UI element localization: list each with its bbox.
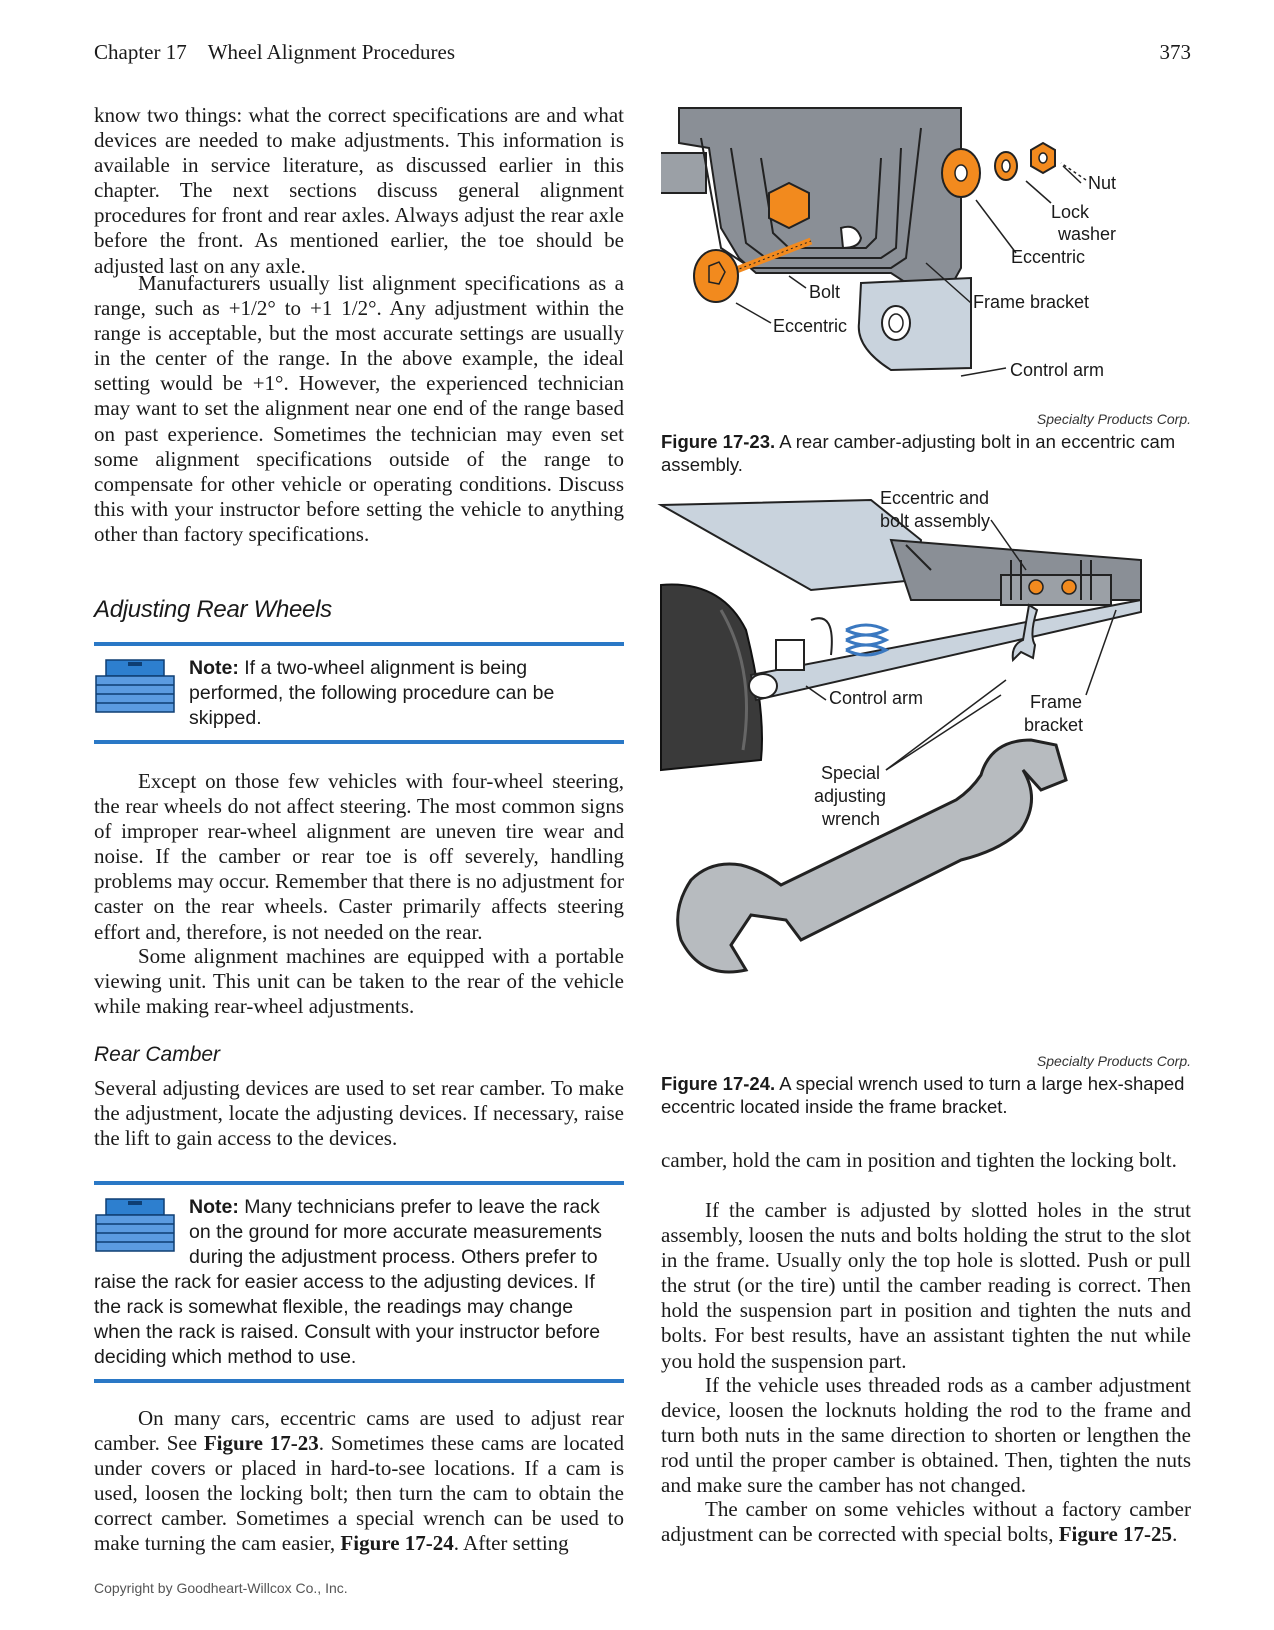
figure-reference: Figure 17-23: [203, 1431, 319, 1456]
figure-17-24-illustration: [661, 488, 1191, 1040]
page-number: 373: [1159, 40, 1191, 64]
paragraph: Except on those few vehicles with four-wheel steering, the rear wheels do not affect steering. The most common signs of improper rear-wheel alignment are uneven tire wear and noise. If the camber or rear toe is off severely, handling problems may occur. Remember that there is no adjustment for caster on the rear wheels. Caster primarily affects steering effort and, therefore, is not needed on the rear.: [94, 769, 624, 944]
paragraph: The camber on some vehicles without a factory camber adjustment can be corrected with special bolts, Figure 17-25.: [661, 1497, 1191, 1547]
section-heading: Adjusting Rear Wheels: [94, 596, 332, 623]
figure-caption: Figure 17-24. A special wrench used to turn a large hex-shaped eccentric located inside the frame bracket.: [661, 1073, 1185, 1117]
paragraph: On many cars, eccentric cams are used to adjust rear camber. See Figure 17-23. Sometimes these cams are located under covers or placed in hard-to-see locations. If a cam is used, loosen the locking bolt; then turn the cam to obtain the correct camber. Sometimes a special wrench can be used to make turning the cam easier, Figure 17-24. After setting: [94, 1406, 624, 1556]
figure-credit: Specialty Products Corp.: [1036, 1053, 1191, 1069]
label-nut: Nut: [1088, 173, 1117, 193]
label-eccentric: Eccentric: [773, 316, 848, 336]
label-adjusting: adjusting: [814, 786, 887, 806]
paragraph: If the camber is adjusted by slotted holes in the strut assembly, loosen the nuts and bolts holding the strut to the slot in the frame. Usually only the top hole is slotted. Push or pull the strut (or the tire) until the camber reading is correct. Then hold the suspension part in position and tighten the nuts and bolts. For best results, have an assistant tighten the nut while you hold the suspension part.: [661, 1198, 1191, 1373]
note-box: Note: If a two-wheel alignment is being performed, the following procedure can be skipped.: [94, 642, 624, 744]
paragraph: camber, hold the cam in position and tighten the locking bolt.: [661, 1148, 1177, 1172]
label-control-arm: Control arm: [829, 688, 924, 708]
toolbox-icon: [94, 658, 176, 714]
label-bolt: Bolt: [809, 282, 841, 302]
label-lock: Lock: [1051, 202, 1090, 222]
label-special: Special: [821, 763, 881, 783]
paragraph: know two things: what the correct specifications are and what devices are needed to make adjustments. This information is available in service literature, as discussed earlier in this chapter. The next sections discuss general alignment procedures for front and rear axles. Always adjust the rear axle before the front. As mentioned earlier, the toe should be adjusted last on any axle.: [94, 103, 624, 278]
label-bolt-assembly: bolt assembly: [880, 511, 991, 531]
label-bracket: bracket: [1024, 715, 1084, 735]
label-frame: Frame: [1030, 692, 1083, 712]
label-eccentric-and: Eccentric and: [880, 488, 990, 508]
label-wrench: wrench: [822, 809, 881, 829]
figure-17-23-illustration: [661, 108, 1191, 408]
label-control-arm: Control arm: [1010, 360, 1105, 380]
chapter-heading: Chapter 17 Wheel Alignment Procedures: [94, 40, 455, 64]
running-header: [94, 40, 1191, 70]
note-box: Note: Many technicians prefer to leave the rack on the ground for more accurate measurements during the adjustment process. Others prefer to raise the rack for easier access to the adjusting devices. If the rack is somewhat flexible, the readings may change when the rack is raised. Consult with your instructor before deciding which method to use.: [94, 1181, 624, 1383]
figure-credit: Specialty Products Corp.: [1036, 411, 1191, 427]
paragraph: If the vehicle uses threaded rods as a camber adjustment device, loosen the locknuts holding the rod to the frame and turn both nuts in the same direction to shorten or lengthen the rod until the proper camber is obtained. Then, tighten the nuts and make sure the camber has not changed.: [661, 1373, 1191, 1498]
label-eccentric: Eccentric: [1011, 247, 1086, 267]
copyright-footer: Copyright by Goodheart-Willcox Co., Inc.: [94, 1580, 348, 1596]
figure-caption: Figure 17-23. A rear camber-adjusting bolt in an eccentric cam assembly.: [661, 431, 1176, 475]
figure-reference: Figure 17-24: [340, 1531, 454, 1556]
label-frame-bracket: Frame bracket: [973, 292, 1090, 312]
paragraph: Manufacturers usually list alignment specifications as a range, such as +1/2° to +1 1/2°. Any adjustment within the range is acceptable, but the most accurate settings are usually in the center of the range. In the above example, the ideal setting would be +1°. However, the experienced technician may want to set the alignment near one end of the range based on past experience. Sometimes the technician may even set some alignment specifications outside of the range to compensate for other vehicle or operating conditions. Discuss this with your instructor before setting the vehicle to anything other than factory specifications.: [94, 271, 624, 546]
subsection-heading: Rear Camber: [94, 1043, 221, 1066]
label-washer: washer: [1058, 224, 1117, 244]
figure-reference: Figure 17-25: [1058, 1522, 1173, 1547]
paragraph: Some alignment machines are equipped with a portable viewing unit. This unit can be taken to the rear of the vehicle while making rear-wheel adjustments.: [94, 944, 624, 1019]
paragraph: Several adjusting devices are used to set rear camber. To make the adjustment, locate the adjusting devices. If necessary, raise the lift to gain access to the devices.: [94, 1076, 624, 1151]
